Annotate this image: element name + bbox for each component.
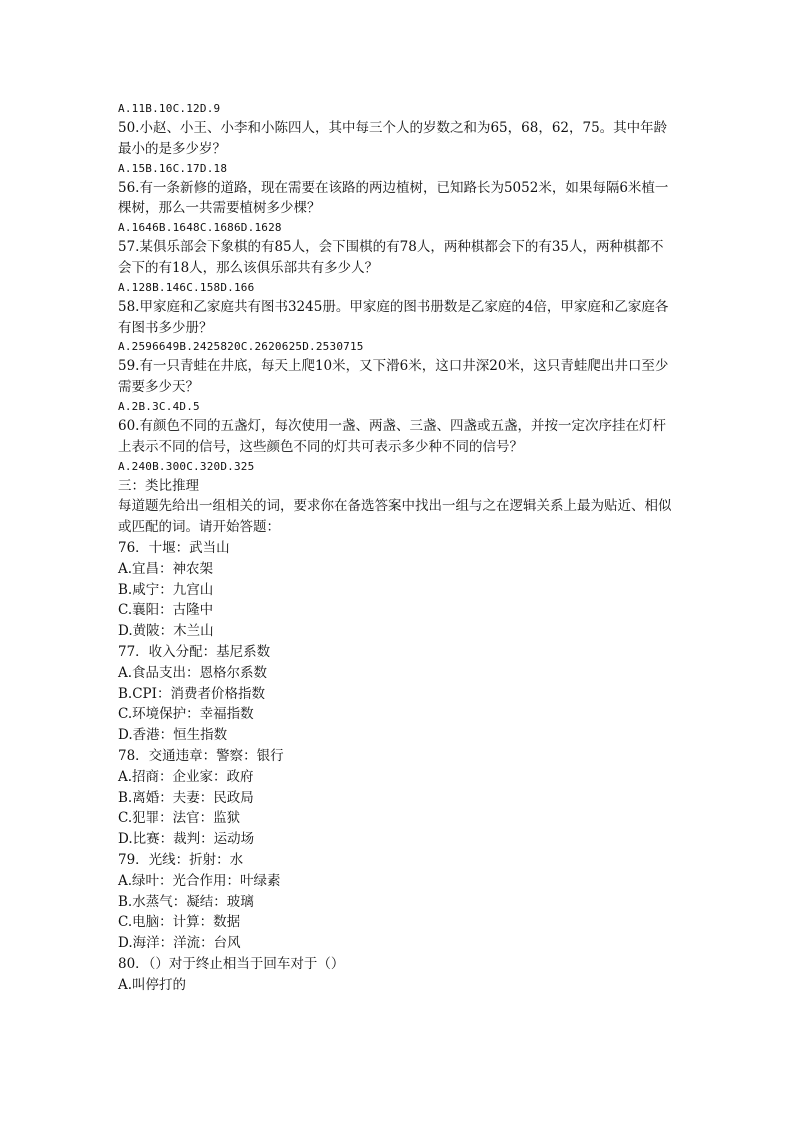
- option-b: B.咸宁：九宫山: [118, 581, 214, 598]
- question-56: 56.有一条新修的道路，现在需要在该路的两边植树，已知路长为5052米，如果每隔6米植一棵树，那么一共需要植树多少棵？: [118, 179, 669, 217]
- document-page: [118, 100, 678, 995]
- question-77: 77．收入分配：基尼系数: [118, 643, 271, 660]
- question-79: 79．光线：折射：水: [118, 851, 244, 868]
- option-c: C.犯罪：法官：监狱: [118, 810, 241, 827]
- option-c: C.环境保护：幸福指数: [118, 706, 254, 723]
- option-b: B.CPI：消费者价格指数: [118, 685, 265, 702]
- answer-options: A.15B.16C.17D.18: [118, 161, 228, 175]
- option-a: A.叫停打的: [118, 976, 187, 993]
- option-a: A.招商：企业家：政府: [118, 768, 254, 785]
- option-a: A.绿叶：光合作用：叶绿素: [118, 872, 281, 889]
- question-60: 60.有颜色不同的五盏灯，每次使用一盏、两盏、三盏、四盏或五盏，并按一定次序挂在灯杆上表示不同的信号，这些颜色不同的灯共可表示多少种不同的信号？: [118, 417, 666, 455]
- question-80: 80．（）对于终止相当于回车对于（）: [118, 955, 345, 972]
- question-59: 59.有一只青蛙在井底，每天上爬10米，又下滑6米，这口井深20米，这只青蛙爬出井口至少需要多少天？: [118, 358, 669, 396]
- option-b: B.水蒸气：凝结：玻璃: [118, 893, 254, 910]
- option-c: C.襄阳：古隆中: [118, 602, 214, 619]
- option-d: D.香港：恒生指数: [118, 727, 228, 744]
- option-d: D.黄陂：木兰山: [118, 623, 214, 640]
- question-57: 57.某俱乐部会下象棋的有85人，会下围棋的有78人，两种棋都会下的有35人，两种棋都不会下的有18人，那么该俱乐部共有多少人？: [118, 239, 664, 276]
- question-50: 50.小赵、小王、小李和小陈四人，其中每三个人的岁数之和为65，68，62，75。其中年龄最小的是多少岁？: [118, 120, 668, 157]
- option-b: B.离婚：夫妻：民政局: [118, 789, 254, 806]
- answer-options: A.2B.3C.4D.5: [118, 399, 200, 413]
- answer-options: A.2596649B.2425820C.2620625D.2530715: [118, 340, 364, 354]
- section-heading: 三：类比推理: [118, 477, 199, 494]
- option-c: C.电脑：计算：数据: [118, 914, 241, 931]
- option-d: D.比赛：裁判：运动场: [118, 831, 255, 848]
- section-instructions: 每道题先给出一组相关的词，要求你在备选答案中找出一组与之在逻辑关系上最为贴近、相似或匹配的词。请开始答题：: [118, 498, 672, 536]
- answer-options: A.128B.146C.158D.166: [118, 280, 255, 294]
- option-a: A.宜昌：神农架: [118, 560, 214, 577]
- answer-options: A.1646B.1648C.1686D.1628: [118, 221, 282, 235]
- question-58: 58.甲家庭和乙家庭共有图书3245册。甲家庭的图书册数是乙家庭的4倍，甲家庭和乙家庭各有图书多少册？: [118, 298, 669, 336]
- question-78: 78．交通违章：警察：银行: [118, 747, 284, 764]
- answer-options: A.11B.10C.12D.9: [118, 102, 221, 115]
- option-a: A.食品支出：恩格尔系数: [118, 664, 268, 681]
- answer-options: A.240B.300C.320D.325: [118, 459, 255, 473]
- question-76: 76．十堰：武当山: [118, 539, 230, 556]
- option-d: D.海洋：洋流：台风: [118, 935, 241, 952]
